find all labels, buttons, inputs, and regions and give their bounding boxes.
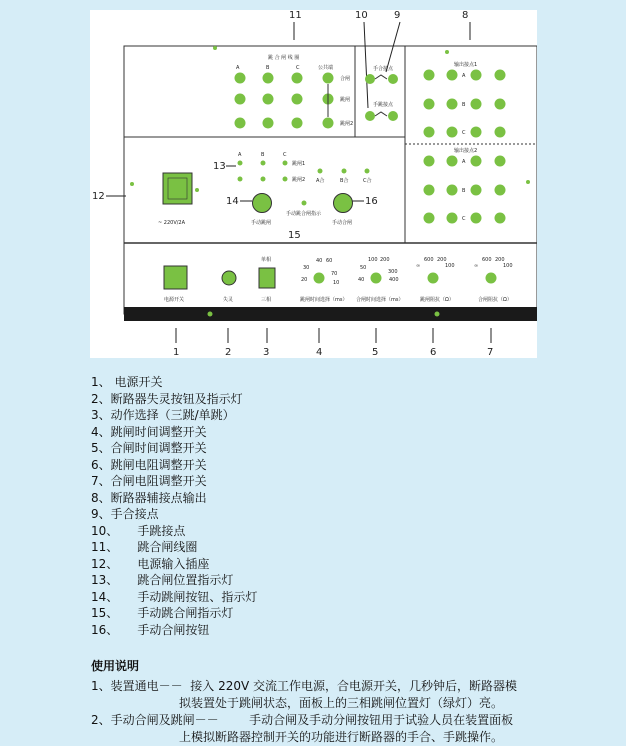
legend-item: 3、动作选择（三跳/单跳） (91, 408, 235, 422)
manual-trip-contact-label: 手跳接点 (373, 102, 394, 108)
legend-item: 7、合闸电阻调整开关 (91, 474, 207, 488)
legend-item: 11、 跳合闸线圈 (91, 540, 198, 554)
ind-c-label: C (283, 152, 287, 158)
dial2-label: 50 (360, 265, 367, 271)
manual-close-contact-label: 手合接点 (373, 66, 394, 72)
dial3-label: 600 (424, 257, 434, 263)
legend-item: 12、 电源输入插座 (91, 556, 210, 571)
callout-6: 6 (430, 347, 437, 358)
c-close-label: C合 (363, 178, 372, 184)
legend-item: 14、 手动跳闸按钮、指示灯 (91, 589, 258, 604)
dial4-label: ∞ (474, 263, 479, 269)
close-time-label: 合闸时间选择（ms） (356, 297, 404, 303)
dial2-label: 40 (358, 277, 365, 283)
usage-item-2: 2、手动合闸及跳闸－－ 手动合闸及手动分闸按钮用于试验人员在装置面板 (91, 713, 514, 727)
dial2-label: 100 (368, 257, 378, 263)
dial1-label: 10 (333, 280, 340, 286)
out1-b-label: B (462, 102, 466, 108)
common-label: 公共端 (318, 65, 334, 71)
trip-time-label: 跳闸时间选择（ms） (300, 297, 348, 303)
dial4-label: 100 (503, 263, 513, 269)
trip-label: 跳闸 (340, 97, 351, 103)
usage-item-1-cont: 拟装置处于跳闸状态，面板上的三相跳闸位置灯（绿灯）亮。 (179, 696, 504, 710)
dial4-label: 200 (495, 257, 505, 263)
callout-1: 1 (173, 347, 180, 358)
ind-b-label: B (261, 152, 265, 158)
callout-3: 3 (263, 347, 270, 358)
callout-4: 4 (316, 347, 323, 358)
legend-item: 9、手合接点 (91, 507, 159, 521)
callout-12: 12 (92, 191, 105, 202)
legend-item: 2、断路器失灵按钮及指示灯 (91, 391, 243, 406)
output2-label: 输出接点2 (454, 148, 478, 154)
legend-item: 1、 电源开关 (91, 375, 163, 389)
callout-15: 15 (288, 230, 301, 241)
close-label: 合闸 (340, 76, 351, 82)
manual-ind-label: 手动跳合闸指示 (286, 211, 322, 217)
three-phase-label: 三相 (261, 297, 272, 303)
callout-2: 2 (225, 347, 232, 358)
dial3-label: 100 (445, 263, 455, 269)
trip1-ind-label: 跳闸1 (292, 161, 306, 167)
trip-res-label: 跳闸阻抗（Ω） (420, 297, 454, 303)
manual-close-label: 手动合闸 (332, 220, 353, 226)
legend-item: 16、 手动合闸按钮 (91, 622, 210, 637)
ind-a-label: A (238, 152, 242, 158)
lost-spirit-label: 失灵 (223, 297, 234, 303)
dial4-label: 600 (482, 257, 492, 263)
callout-8: 8 (462, 10, 469, 21)
callout-5: 5 (372, 347, 379, 358)
output1-label: 输出接点1 (454, 62, 478, 68)
a-close-label: A合 (316, 178, 325, 184)
usage-instructions (91, 658, 561, 746)
dial1-label: 70 (331, 271, 338, 277)
power-switch-label: 电源开关 (164, 297, 185, 303)
legend-item: 8、断路器辅接点输出 (91, 490, 207, 505)
dial3-label: 200 (437, 257, 447, 263)
out2-c-label: C (462, 216, 466, 222)
phase-b-label: B (266, 65, 270, 71)
dial1-label: 40 (316, 258, 323, 264)
callout-13: 13 (213, 161, 226, 172)
single-phase-label: 单相 (261, 257, 272, 263)
dial1-label: 30 (303, 265, 310, 271)
dial1-label: 20 (301, 277, 308, 283)
legend-item: 4、跳闸时间调整开关 (91, 424, 207, 439)
out1-c-label: C (462, 130, 466, 136)
trip2-label: 跳闸2 (340, 121, 354, 127)
out1-a-label: A (462, 73, 466, 79)
callout-9: 9 (394, 10, 401, 21)
dial3-label: ∞ (416, 263, 421, 269)
dial2-label: 300 (388, 269, 398, 275)
phase-c-label: C (296, 65, 300, 71)
component-legend (91, 374, 257, 638)
legend-item: 10、 手跳接点 (91, 523, 186, 538)
usage-item-2-cont: 上模拟断路器控制开关的功能进行断路器的手合、手跳操作。 (179, 730, 504, 744)
coil-title: 跳 合 闸 线 圈 (268, 55, 300, 61)
b-close-label: B合 (340, 178, 349, 184)
usage-item-1: 1、装置通电－－ 接入 220V 交流工作电源，合电源开关，几秒钟后，断路器模 (91, 679, 518, 693)
voltage-label: ~ 220V/2A (158, 220, 186, 226)
legend-item: 5、合闸时间调整开关 (91, 441, 207, 455)
dial2-label: 200 (380, 257, 390, 263)
device-panel-diagram (90, 10, 537, 358)
phase-a-label: A (236, 65, 240, 71)
callout-11: 11 (289, 10, 302, 21)
manual-trip-label: 手动跳闸 (251, 220, 272, 226)
dial1-label: 60 (326, 258, 333, 264)
trip2-ind-label: 跳闸2 (292, 177, 306, 183)
legend-item: 13、 跳合闸位置指示灯 (91, 573, 234, 587)
legend-item: 15、 手动跳合闸指示灯 (91, 606, 234, 620)
callout-10: 10 (355, 10, 368, 21)
callout-14: 14 (226, 196, 239, 207)
dial2-label: 400 (389, 277, 399, 283)
callout-7: 7 (487, 347, 494, 358)
close-res-label: 合闸阻抗（Ω） (478, 297, 512, 303)
usage-title: 使用说明 (91, 659, 140, 673)
callout-16: 16 (365, 196, 378, 207)
out2-a-label: A (462, 159, 466, 165)
out2-b-label: B (462, 188, 466, 194)
legend-item: 6、跳闸电阻调整开关 (91, 457, 207, 472)
